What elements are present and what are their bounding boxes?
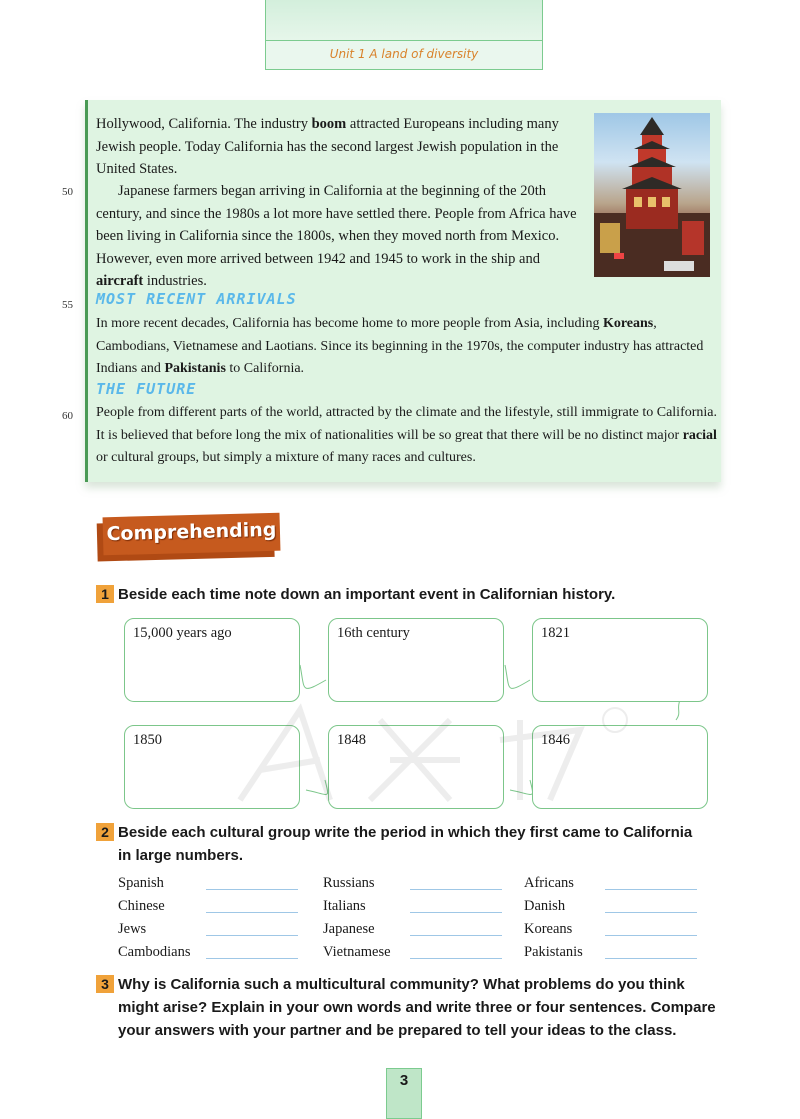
bold-vocabulary-word: racial — [682, 427, 717, 443]
timeline-time: 16th century — [337, 625, 410, 641]
answer-line[interactable] — [605, 958, 697, 959]
text-segment: attracted Europeans including many Jewish people. Today California has the second largest Jewish population in the United States. — [96, 116, 559, 177]
cultural-group-label: Italians — [323, 898, 366, 914]
bold-vocabulary-word: aircraft — [96, 273, 144, 289]
timeline-time: 1821 — [541, 625, 570, 641]
comprehending-label: Comprehending — [106, 518, 277, 546]
page-number-tab — [386, 1068, 422, 1119]
question-2-number: 2 — [96, 823, 114, 841]
text-segment: In more recent decades, California has become home to more people from Asia, including — [96, 316, 603, 331]
text-segment: People from different parts of the world, attracted by the climate and the lifestyle, still immigrate to California. It is believed that before long the mix of nationalities will be so great that there will be no distinct major — [96, 405, 717, 443]
answer-line[interactable] — [410, 912, 502, 913]
text-segment: Hollywood, California. The industry — [96, 116, 312, 132]
timeline-time: 1848 — [337, 732, 366, 748]
answer-line[interactable] — [206, 935, 298, 936]
question-2-text-line2: in large numbers. — [118, 847, 244, 864]
bold-vocabulary-word: Pakistanis — [164, 361, 226, 376]
unit-title: Unit 1 A land of diversity — [329, 47, 479, 61]
heading-most-recent-arrivals: MOST RECENT ARRIVALS — [96, 290, 297, 308]
text-segment: Japanese farmers began arriving in California at the beginning of the 20th century, and since the 1980s a lot more have settled there. People from Africa have been living in California since the 1800s, when they moved north from Mexico. However, even more arrived between 1942 and 1945 to work in the ship and — [96, 183, 577, 267]
answer-line[interactable] — [410, 958, 502, 959]
question-3-number: 3 — [96, 975, 114, 993]
text-segment: or cultural groups, but simply a mixture of many races and cultures. — [96, 450, 476, 465]
answer-line[interactable] — [605, 889, 697, 890]
line-number: 55 — [62, 299, 73, 311]
cultural-group-label: Danish — [524, 898, 566, 914]
cultural-group-label: Spanish — [118, 875, 164, 891]
answer-line[interactable] — [206, 889, 298, 890]
question-3-text-line3: your answers with your partner and be prepared to tell your ideas to the class. — [118, 1022, 677, 1039]
bold-vocabulary-word: boom — [311, 116, 347, 132]
line-number: 50 — [62, 186, 73, 198]
cultural-group-label: Vietnamese — [323, 944, 391, 960]
answer-line[interactable] — [206, 912, 298, 913]
timeline-box[interactable] — [532, 618, 708, 702]
publisher-watermark — [220, 700, 640, 820]
line-number: 60 — [62, 410, 73, 422]
cultural-group-label: Chinese — [118, 898, 165, 914]
question-2-text-line1: Beside each cultural group write the period in which they first came to California — [118, 824, 693, 841]
bold-vocabulary-word: Koreans — [602, 316, 654, 331]
timeline-time: 15,000 years ago — [133, 625, 232, 641]
cultural-group-label: Russians — [323, 875, 375, 891]
page-number: 3 — [399, 1072, 409, 1089]
answer-line[interactable] — [410, 935, 502, 936]
cultural-group-label: Pakistanis — [524, 944, 583, 960]
answer-line[interactable] — [410, 889, 502, 890]
question-1-number: 1 — [96, 585, 114, 603]
cultural-group-label: Africans — [524, 875, 574, 891]
timeline-time: 1846 — [541, 732, 570, 748]
answer-line[interactable] — [206, 958, 298, 959]
text-segment: , Cambodians, Vietnamese and Laotians. Since its beginning in the 1970s, the computer industry has attracted Indians and — [96, 316, 704, 376]
question-3-text-line1: Why is California such a multicultural community? What problems do you think — [118, 976, 685, 993]
answer-line[interactable] — [605, 935, 697, 936]
timeline-box[interactable] — [328, 618, 504, 702]
answer-line[interactable] — [605, 912, 697, 913]
heading-the-future: THE FUTURE — [96, 380, 197, 398]
cultural-group-label: Japanese — [323, 921, 375, 937]
text-segment: industries. — [143, 273, 207, 289]
cultural-group-label: Koreans — [524, 921, 573, 937]
cultural-group-label: Jews — [118, 921, 147, 937]
cultural-group-label: Cambodians — [118, 944, 191, 960]
text-segment: to California. — [225, 361, 305, 376]
timeline-box[interactable] — [124, 618, 300, 702]
question-1-text: Beside each time note down an important event in Californian history. — [118, 586, 616, 603]
timeline-time: 1850 — [133, 732, 162, 748]
question-3-text-line2: might arise? Explain in your own words and write three or four sentences. Compare — [118, 999, 716, 1016]
